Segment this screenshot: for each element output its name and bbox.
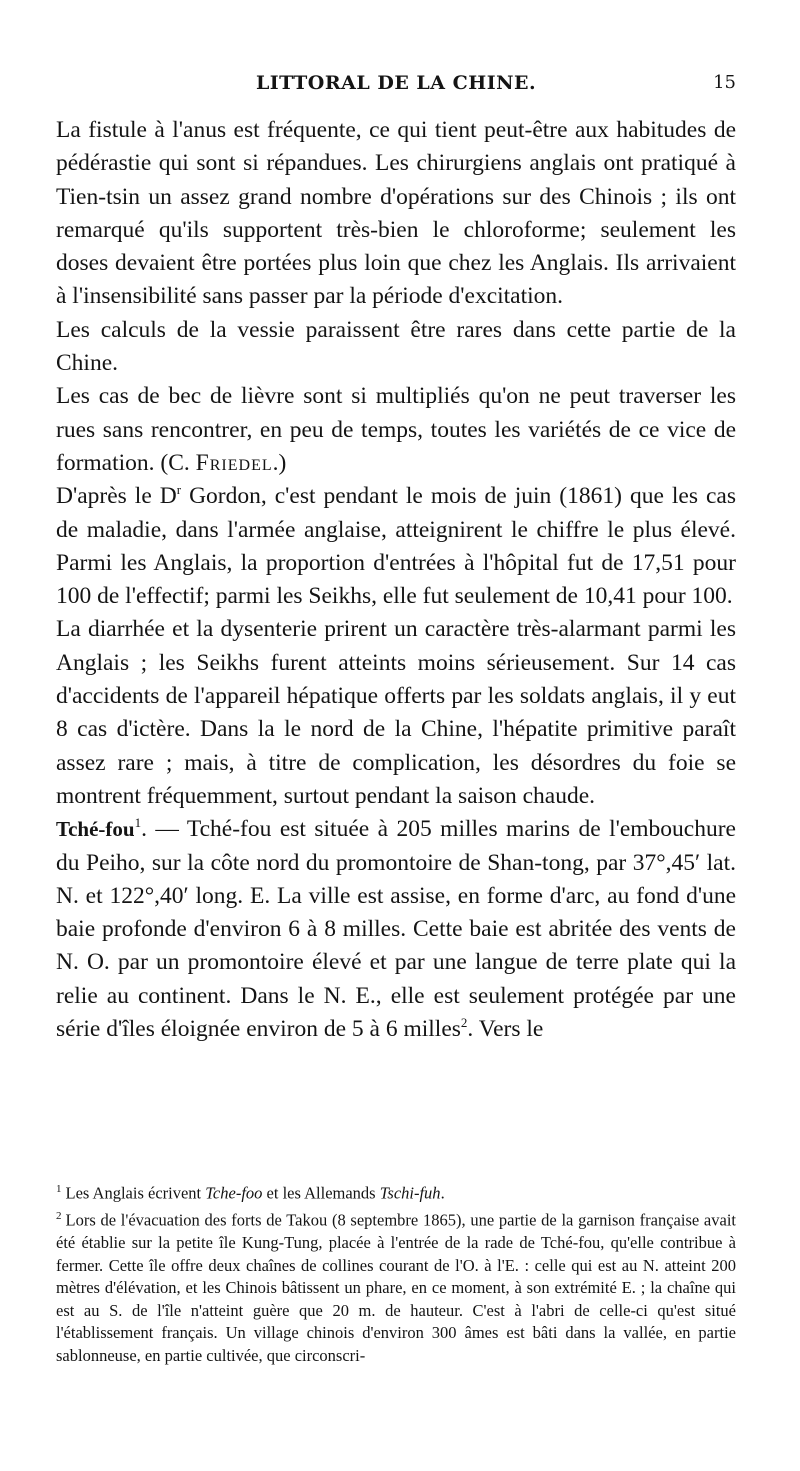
paragraph-gordon	[56, 480, 736, 613]
footnote-italic: Tche-foo	[205, 1183, 263, 1203]
footnote-mark: 2	[56, 1210, 62, 1222]
paragraph-text: . — Tché-fou est située à 205 milles marins de l'embouchure du Peiho, sur la côte nord du promontoire de Shan-tong, par 37°,45′ lat. N. et 122°,40′ long. E. La ville est assise, en forme d'arc, au fond d'une baie profonde d'environ 6 à 8 milles. Cette baie est abritée des vents de N. O. par un promontoire élevé et par une langue de terre plate qui la relie au continent. Dans le N. E., elle est seulement protégée par une série d'îles éloignée environ de 5 à 6 milles	[56, 816, 736, 1043]
footnote-text: Les Anglais écrivent	[65, 1183, 206, 1203]
author-name: Friedel	[195, 449, 273, 476]
section-lead: Tché-fou	[56, 817, 135, 842]
footnote-text: et les Allemands	[262, 1183, 380, 1203]
footnote-text: .	[440, 1183, 445, 1203]
paragraph-diarrhee: La diarrhée et la dysenterie prirent un caractère très-alarmant parmi les Anglais ; les Seikhs furent atteints moins sérieusement. Sur 14 cas d'accidents de l'appareil hépatique offerts par les soldats anglais, il y eut 8 cas d'ictère. Dans la le nord de la Chine, l'hépatite primitive paraît assez rare ; mais, à titre de complication, les désordres du foie se montrent fréquemment, surtout pendant la saison chaude.	[56, 616, 736, 809]
page-number: 15	[713, 72, 736, 93]
paragraph-text: D'après le D	[56, 483, 177, 510]
paragraph-text: . Vers le	[467, 1016, 544, 1043]
paragraph-bec-de-lievre	[56, 380, 736, 480]
paragraph-tche-fou	[56, 813, 736, 1046]
page	[56, 72, 736, 1046]
paragraph-text: Les cas de bec de lièvre sont si multipliés qu'on ne peut traverser les rues sans rencontrer, en peu de temps, toutes les variétés de ce vice de formation. (C.	[56, 383, 736, 476]
paragraph-calculs: Les calculs de la vessie paraissent être rares dans cette partie de la Chine.	[56, 316, 736, 377]
page-header	[56, 72, 736, 108]
body-text	[56, 114, 736, 1046]
footnote-1	[56, 1178, 736, 1205]
footnote-ref-2[interactable]: 2	[460, 1015, 468, 1031]
footnote-2	[56, 1205, 736, 1367]
footnote-mark: 1	[56, 1183, 62, 1195]
footnotes	[56, 1178, 736, 1367]
footnote-italic: Tschi-fuh	[379, 1183, 441, 1203]
superscript: r	[176, 482, 182, 498]
paragraph-text-end: .)	[272, 449, 287, 476]
footnote-text: Lors de l'évacuation des forts de Takou (8 septembre 1865), une partie de la garnison française avait été établie sur la petite île Kung-Tung, placée à l'entrée de la rade de Tché-fou, qu'elle contribue à fermer. Cette île offre deux chaînes de collines courant de l'O. à l'E. : celle qui est au N. atteint 200 mètres d'élévation, et les Chinois bâtissent un phare, en ce moment, à son extrémité E. ; la chaîne qui est au S. de l'île n'atteint guère que 20 m. de hauteur. C'est à l'abri de celle-ci qu'est situé l'établissement français. Un village chinois d'environ 300 âmes est bâti dans la vallée, en partie sablonneuse, en partie cultivée, que circonscri-	[56, 1210, 736, 1365]
footnote-ref-1[interactable]: 1	[134, 815, 142, 831]
paragraph-fistule: La fistule à l'anus est fréquente, ce qui tient peut-être aux habitudes de pédérastie qui sont si répandues. Les chirurgiens anglais ont pratiqué à Tien-tsin un assez grand nombre d'opérations sur des Chinois ; ils ont remarqué qu'ils supportent très-bien le chloroforme; seulement les doses devaient être portées plus loin que chez les Anglais. Ils arrivaient à l'insensibilité sans passer par la période d'excitation.	[56, 117, 736, 310]
paragraph-text: Gordon, c'est pendant le mois de juin (1861) que les cas de maladie, dans l'armée anglaise, atteignirent le chiffre le plus élevé. Parmi les Anglais, la proportion d'entrées à l'hôpital fut de 17,51 pour 100 de l'effectif; parmi les Seikhs, elle fut seulement de 10,41 pour 100.	[56, 483, 736, 610]
running-title: LITTORAL DE LA CHINE.	[255, 72, 537, 94]
